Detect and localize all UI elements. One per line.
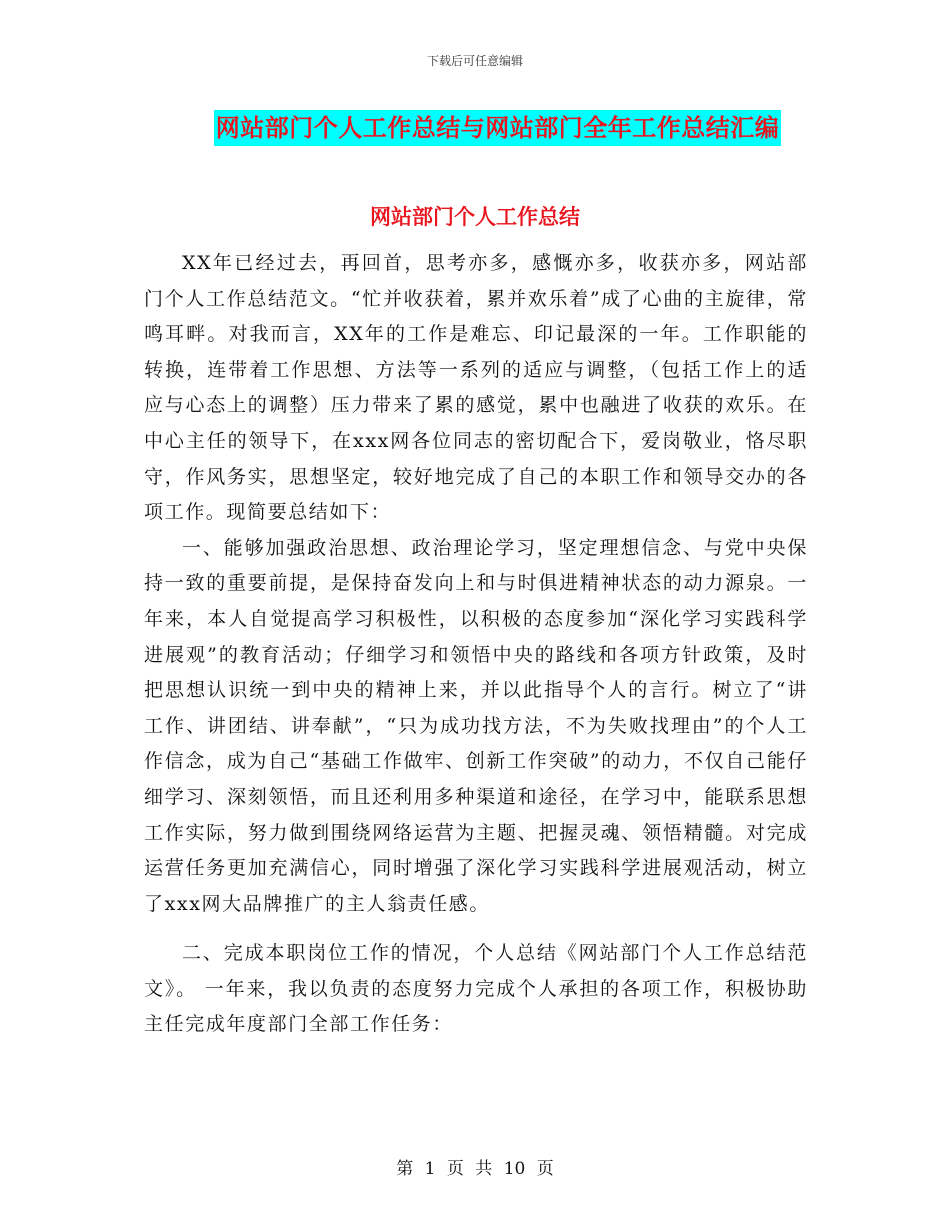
paragraph: 一、能够加强政治思想、政治理论学习，坚定理想信念、与党中央保持一致的重要前提，是保持奋发向上和与时俱进精神状态的动力源泉。一年来，本人自觉提高学习积极性，以积极的态度参加“深化学习实践科学进展观”的教育活动；仔细学习和领悟中央的路线和各项方针政策，及时把思想认识统一到中央的精神上来，并以此指导个人的言行。树立了“讲工作、讲团结、讲奉献”，“只为成功找方法，不为失败找理由”的个人工作信念，成为自己“基础工作做牢、创新工作突破”的动力，不仅自己能仔细学习、深刻领悟，而且还利用多种渠道和途径，在学习中，能联系思想工作实际，努力做到围绕网络运营为主题、把握灵魂、领悟精髓。对完成运营任务更加充满信心，同时增强了深化学习实践科学进展观活动，树立了xxx网大品牌推广的主人翁责任感。 <box>144 536 808 915</box>
paragraph: 二、完成本职岗位工作的情况，个人总结《网站部门个人工作总结范文》。 一年来，我以负责的态度努力完成个人承担的各项工作，积极协助主任完成年度部门全部工作任务： <box>144 942 808 1036</box>
document-body <box>144 246 808 1043</box>
document-title-container <box>0 110 950 146</box>
paragraph: XX年已经过去，再回首，思考亦多，感慨亦多，收获亦多，网站部门个人工作总结范文。“忙并收获着，累并欢乐着”成了心曲的主旋律，常鸣耳畔。对我而言，XX年的工作是难忘、印记最深的一年。工作职能的转换，连带着工作思想、方法等一系列的适应与调整，（包括工作上的适应与心态上的调整）压力带来了累的感觉，累中也融进了收获的欢乐。在中心主任的领导下，在xxx网各位同志的密切配合下，爱岗敬业，恪尽职守，作风务实，思想坚定，较好地完成了自己的本职工作和领导交办的各项工作。现简要总结如下： <box>144 252 808 524</box>
page-number-footer: 第 1 页 共 10 页 <box>396 1159 554 1179</box>
section-title: 网站部门个人工作总结 <box>370 205 580 229</box>
page-header-note: 下载后可任意编辑 <box>426 54 523 68</box>
document-title: 网站部门个人工作总结与网站部门全年工作总结汇编 <box>214 110 782 146</box>
